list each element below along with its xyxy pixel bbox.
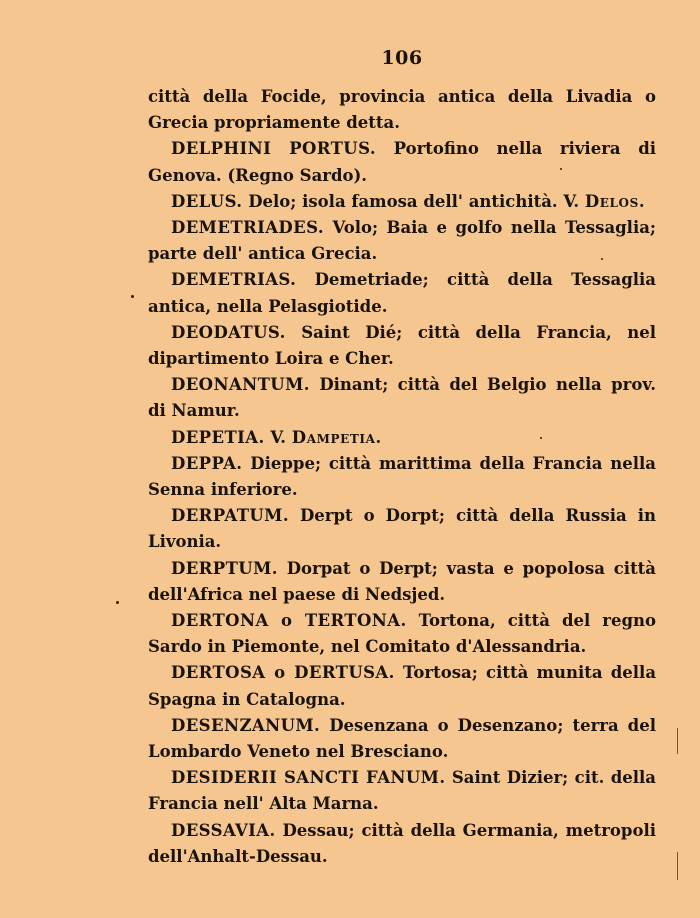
entry-headword: DERTOSA o DERTUSA. (171, 663, 395, 683)
cross-reference: Dampetia. (291, 427, 382, 447)
entry-headword: DEONANTUM. (171, 375, 310, 395)
scan-edge-line (677, 728, 678, 754)
entry-text: Desenzana o Desenzano; terra del Lombardo Veneto nel Bresciano. (148, 715, 656, 762)
entry-headword: DERTONA o TERTONA. (171, 611, 407, 631)
entry-delus (148, 189, 656, 215)
entry-text: Saint Dié; città della Francia, nel dipartimento Loira e Cher. (148, 322, 656, 369)
entry-text: Derpt o Dorpt; città della Russia in Livonia. (148, 506, 656, 552)
entry-delphini-portus (148, 136, 656, 188)
entry-dertona (148, 608, 656, 660)
entry-headword: DERPTUM. (171, 558, 278, 578)
scan-edge-line (677, 852, 678, 880)
entry-depetia (148, 425, 656, 451)
entry-continuation (148, 84, 656, 136)
entry-headword: DERPATUM. (171, 506, 289, 526)
entry-deppa (148, 451, 656, 503)
entry-text: Tortosa; città munita della Spagna in Catalogna. (148, 663, 657, 709)
scan-speck (540, 437, 542, 439)
entry-derptum (148, 556, 656, 608)
entry-headword: DELPHINI PORTUS. (171, 139, 376, 159)
entry-headword: DELUS. (171, 191, 243, 211)
entry-demetriades (148, 215, 656, 267)
scan-speck (131, 295, 134, 298)
book-page (148, 44, 656, 870)
entry-text: Demetriade; città della Tessaglia antica, nella Pelasgiotide. (148, 270, 656, 316)
entry-text: Tortona, città del regno Sardo in Piemonte, nel Comitato d'Alessandria. (148, 611, 656, 657)
entry-headword: DESIDERII SANCTI FANUM. (171, 768, 446, 788)
page-number: 106 (381, 47, 423, 69)
entry-dertosa (148, 660, 656, 712)
entry-deodatus (148, 320, 656, 372)
entry-deonantum (148, 372, 656, 424)
entry-headword: DEPPA. (171, 453, 243, 473)
entry-text: Portofino nella riviera di Genova. (Regno Sardo). (148, 139, 657, 185)
entry-text: Dieppe; città marittima della Francia nella Senna inferiore. (148, 453, 657, 500)
entry-headword: DESSAVIA. (171, 820, 276, 840)
entry-derpatum (148, 503, 656, 555)
entry-text: Delo; isola famosa dell' antichità. V. (248, 191, 580, 211)
entry-desiderii-sancti-fanum (148, 765, 656, 817)
scan-speck (601, 258, 603, 260)
scan-speck (560, 168, 562, 170)
entry-headword: DEMETRIAS. (171, 270, 297, 290)
entry-headword: DESENZANUM. (171, 715, 321, 735)
entry-dessavia (148, 818, 656, 870)
entry-text: Saint Dizier; cit. della Francia nell' Alta Marna. (148, 768, 656, 814)
entry-text: Dinant; città del Belgio nella prov. di Namur. (148, 375, 656, 421)
entry-text: V. (270, 427, 287, 447)
entry-headword: DEPETIA. (171, 427, 265, 447)
entry-text: città della Focide, provincia antica della Livadia o Grecia propriamente detta. (148, 87, 656, 133)
scan-speck (116, 601, 119, 604)
entry-headword: DEMETRIADES. (171, 218, 324, 238)
cross-reference: Delos. (584, 191, 646, 211)
entry-text: Dessau; città della Germania, metropoli dell'Anhalt-Dessau. (148, 820, 656, 866)
entry-text: Dorpat o Derpt; vasta e popolosa città dell'Africa nel paese di Nedsjed. (148, 558, 656, 604)
entry-demetrias (148, 267, 656, 319)
entry-desenzanum (148, 713, 656, 765)
entry-headword: DEODATUS. (171, 322, 286, 342)
entry-text: Volo; Baia e golfo nella Tessaglia; parte dell' antica Grecia. (148, 218, 656, 264)
